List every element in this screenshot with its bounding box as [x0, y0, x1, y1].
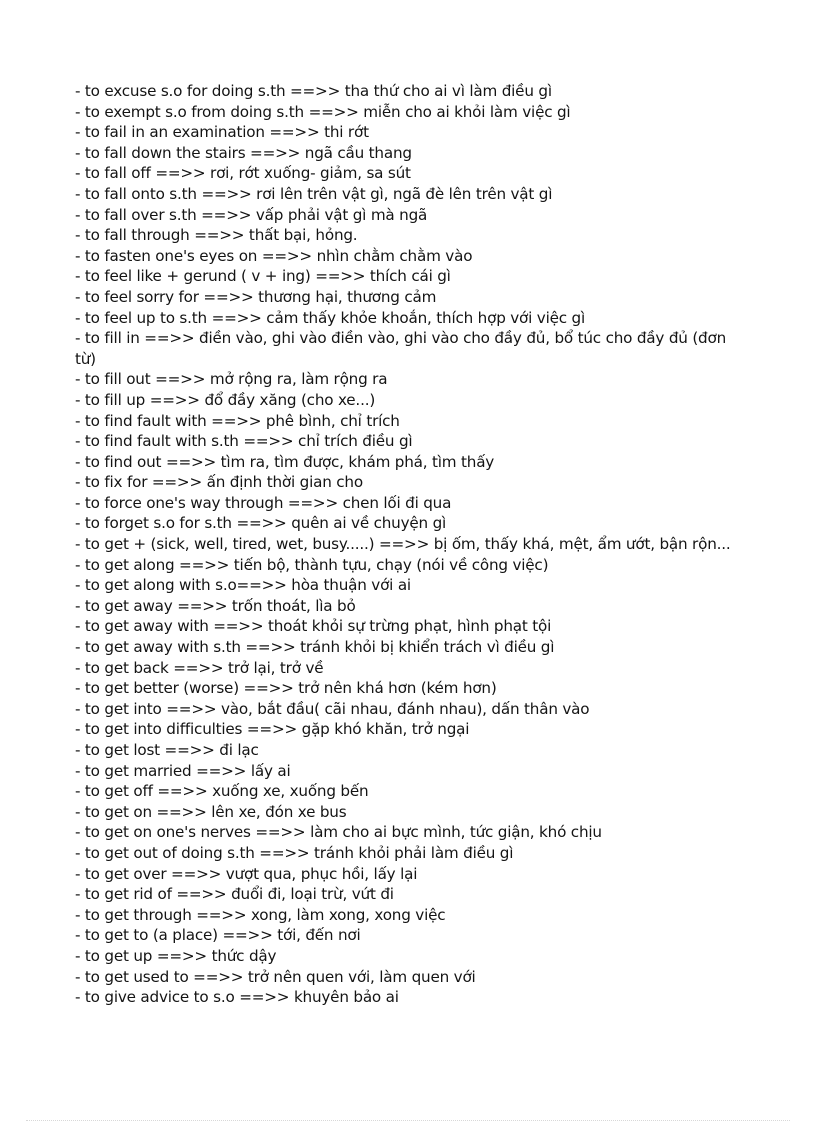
phrase-entry: - to get better (worse) ==>> trở nên khá hơn (kém hơn): [75, 679, 497, 698]
phrase-entry: - to get away with ==>> thoát khỏi sự trừng phạt, hình phạt tội: [75, 617, 552, 636]
phrase-entry: - to get through ==>> xong, làm xong, xong việc: [75, 905, 446, 924]
phrase-entry: - to get off ==>> xuống xe, xuống bến: [75, 782, 369, 801]
phrase-entry: - to fall over s.th ==>> vấp phải vật gì mà ngã: [75, 205, 428, 224]
phrase-entry: - to exempt s.o from doing s.th ==>> miễn cho ai khỏi làm việc gì: [75, 102, 571, 121]
phrase-entry: - to get to (a place) ==>> tới, đến nơi: [75, 926, 361, 945]
phrase-entry: - to get over ==>> vượt qua, phục hồi, lấy lại: [75, 864, 418, 883]
phrase-entry: - to fasten one's eyes on ==>> nhìn chằm chằm vào: [75, 246, 473, 265]
phrase-entry: - to fall onto s.th ==>> rơi lên trên vật gì, ngã đè lên trên vật gì: [75, 184, 553, 203]
phrase-entry: - to feel up to s.th ==>> cảm thấy khỏe khoắn, thích hợp với việc gì: [75, 308, 585, 327]
phrase-entry: - to fill up ==>> đổ đầy xăng (cho xe...): [75, 390, 376, 409]
page-bottom-divider: [26, 1120, 790, 1121]
phrase-entry: - to find fault with ==>> phê bình, chỉ trích: [75, 411, 400, 430]
phrase-entry: - to get + (sick, well, tired, wet, busy.....) ==>> bị ốm, thấy khá, mệt, ẩm ướt, bận rộn...: [75, 535, 731, 554]
phrase-entry: - to fill out ==>> mở rộng ra, làm rộng ra: [75, 370, 388, 389]
phrase-entry: - to get on ==>> lên xe, đón xe bus: [75, 802, 347, 821]
phrase-entry: - to get on one's nerves ==>> làm cho ai bực mình, tức giận, khó chịu: [75, 823, 602, 842]
document-body: [75, 81, 735, 1008]
phrase-entry: - to fall off ==>> rơi, rớt xuống- giảm, sa sút: [75, 164, 411, 183]
phrase-entry: - to get back ==>> trở lại, trở về: [75, 658, 324, 677]
phrase-entry: - to get into ==>> vào, bắt đầu( cãi nhau, đánh nhau), dấn thân vào: [75, 699, 590, 718]
phrase-entry: - to feel sorry for ==>> thương hại, thương cảm: [75, 287, 437, 306]
phrase-entry: - to fail in an examination ==>> thi rớt: [75, 123, 369, 142]
phrase-entry: - to fall through ==>> thất bại, hỏng.: [75, 226, 358, 245]
phrase-entry: - to fall down the stairs ==>> ngã cầu thang: [75, 143, 412, 162]
phrase-entry: - to get away with s.th ==>> tránh khỏi bị khiển trách vì điều gì: [75, 638, 555, 657]
phrase-entry: - to excuse s.o for doing s.th ==>> tha thứ cho ai vì làm điều gì: [75, 82, 552, 100]
phrase-entry: - to get along ==>> tiến bộ, thành tựu, chạy (nói về công việc): [75, 555, 549, 574]
phrase-entry: - to get rid of ==>> đuổi đi, loại trừ, vứt đi: [75, 885, 394, 904]
phrase-entry: - to force one's way through ==>> chen lối đi qua: [75, 493, 452, 512]
phrase-entry: - to get used to ==>> trở nên quen với, làm quen với: [75, 967, 476, 986]
phrase-entry: - to get away ==>> trốn thoát, lìa bỏ: [75, 596, 356, 615]
phrase-entry: - to get out of doing s.th ==>> tránh khỏi phải làm điều gì: [75, 843, 514, 862]
phrase-entry: - to get into difficulties ==>> gặp khó khăn, trở ngại: [75, 720, 470, 739]
phrase-entry: - to find out ==>> tìm ra, tìm được, khám phá, tìm thấy: [75, 452, 495, 471]
phrase-entry: - to get along with s.o==>> hòa thuận với ai: [75, 576, 411, 595]
phrase-entry: - to feel like + gerund ( v + ing) ==>> thích cái gì: [75, 267, 451, 286]
phrase-entry: - to give advice to s.o ==>> khuyên bảo ai: [75, 988, 399, 1007]
phrase-entry: - to get lost ==>> đi lạc: [75, 741, 259, 759]
phrase-entry: - to get up ==>> thức dậy: [75, 946, 277, 965]
phrase-entry: - to fill in ==>> điền vào, ghi vào điền vào, ghi vào cho đầy đủ, bổ túc cho đầy đủ (đơn từ): [75, 329, 727, 368]
phrase-entry: - to forget s.o for s.th ==>> quên ai về chuyện gì: [75, 514, 447, 533]
phrase-entry: - to fix for ==>> ấn định thời gian cho: [75, 473, 363, 492]
phrase-entry: - to find fault with s.th ==>> chỉ trích điều gì: [75, 432, 413, 451]
phrase-entry: - to get married ==>> lấy ai: [75, 761, 291, 780]
